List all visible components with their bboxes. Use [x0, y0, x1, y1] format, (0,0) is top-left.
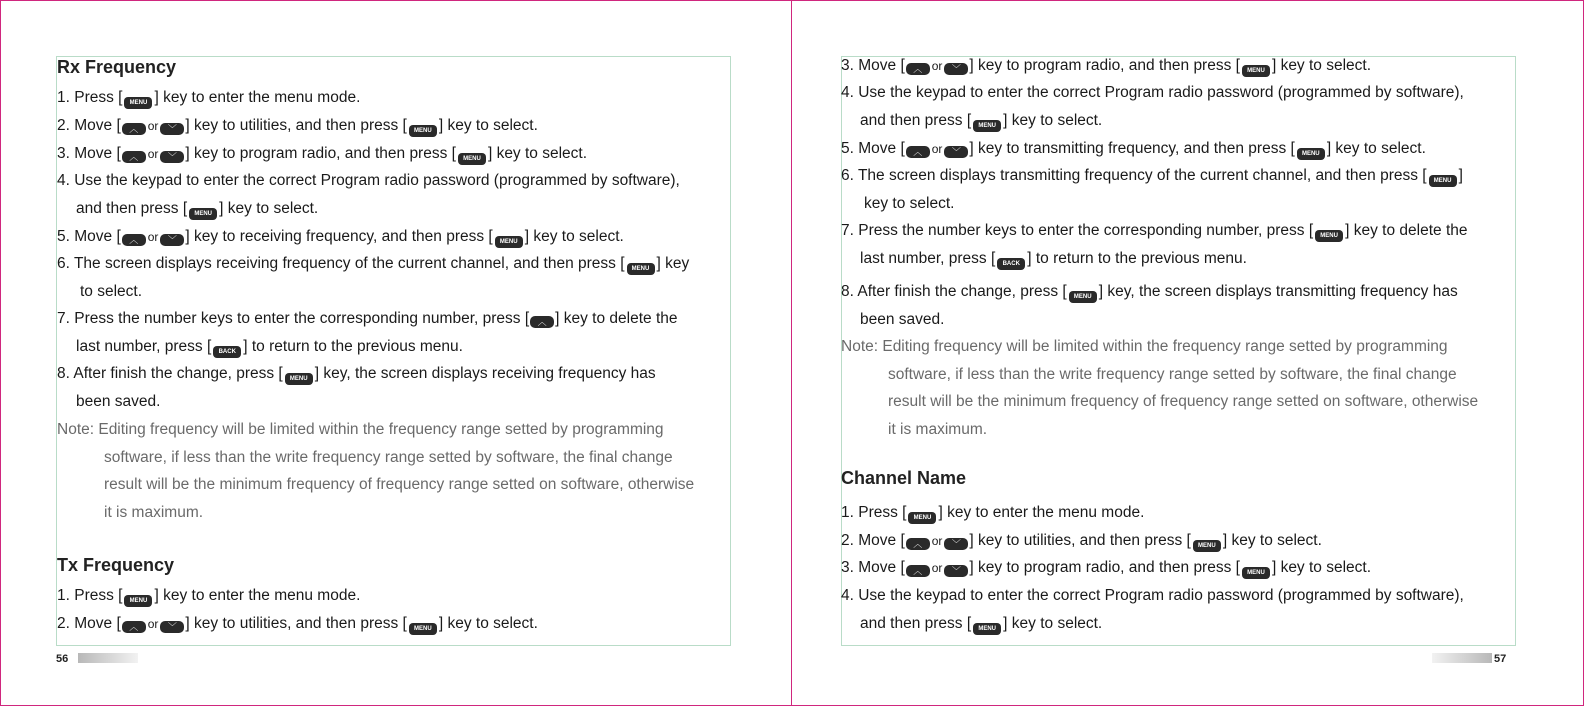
- tx-step-2: 2. Move [ ︿ or ﹀ ] key to utilities, and then press [ MENU ] key to select.: [57, 615, 538, 635]
- menu-key-icon: MENU: [1315, 230, 1343, 242]
- channel-name-title: Channel Name: [841, 468, 967, 488]
- back-key-icon: BACK: [997, 258, 1025, 270]
- footer-bar: [78, 653, 138, 663]
- tx-step-7: 7. Press the number keys to enter the corresponding number, press [ MENU ] key to delete the: [841, 222, 1468, 242]
- tx-note-4: it is maximum.: [888, 421, 988, 438]
- menu-key-icon: MENU: [973, 623, 1001, 635]
- rx-note-3: result will be the minimum frequency of frequency range setted on software, otherwise: [104, 476, 695, 493]
- menu-key-icon: MENU: [1242, 567, 1270, 579]
- back-key-icon: BACK: [213, 346, 241, 358]
- menu-key-icon: MENU: [495, 236, 523, 248]
- chevron-down-icon: ﹀: [160, 621, 184, 633]
- chevron-down-icon: ﹀: [160, 234, 184, 246]
- tx-step-6-cont: key to select.: [864, 195, 955, 212]
- rx-step-8: 8. After finish the change, press [ MENU ] key, the screen displays receiving frequency has: [57, 365, 656, 385]
- rx-step-4: 4. Use the keypad to enter the correct Program radio password (programmed by software),: [57, 172, 680, 189]
- tx-step-7-cont: last number, press [ BACK ] to return to the previous menu.: [860, 250, 1247, 270]
- chevron-up-icon: ︿: [530, 316, 554, 328]
- tx-step-1: 1. Press [ MENU ] key to enter the menu mode.: [57, 587, 360, 607]
- tx-step-4-cont: and then press [ MENU ] key to select.: [860, 112, 1102, 132]
- menu-key-icon: MENU: [189, 208, 217, 220]
- chevron-up-icon: ︿: [906, 146, 930, 158]
- cn-step-1: 1. Press [ MENU ] key to enter the menu mode.: [841, 504, 1144, 524]
- rx-step-7: 7. Press the number keys to enter the corresponding number, press [ ︿ ] key to delete the: [57, 310, 678, 327]
- menu-key-icon: MENU: [124, 595, 152, 607]
- rx-step-2: 2. Move [ ︿ or ﹀ ] key to utilities, and then press [ MENU ] key to select.: [57, 117, 538, 137]
- left-page: [0, 0, 792, 706]
- menu-key-icon: MENU: [908, 512, 936, 524]
- tx-step-8: 8. After finish the change, press [ MENU ] key, the screen displays transmitting frequency has: [841, 283, 1458, 303]
- tx-step-3: 3. Move [ ︿ or ﹀ ] key to program radio, and then press [ MENU ] key to select.: [841, 57, 1371, 77]
- page-number: 57: [1494, 653, 1507, 665]
- rx-step-4-cont: and then press [ MENU ] key to select.: [76, 200, 318, 220]
- menu-key-icon: MENU: [458, 153, 486, 165]
- menu-key-icon: MENU: [1297, 148, 1325, 160]
- menu-key-icon: MENU: [1193, 540, 1221, 552]
- rx-step-8-cont: been saved.: [76, 393, 161, 410]
- menu-key-icon: MENU: [1069, 291, 1097, 303]
- menu-key-icon: MENU: [124, 97, 152, 109]
- menu-key-icon: MENU: [973, 120, 1001, 132]
- rx-step-6: 6. The screen displays receiving frequency of the current channel, and then press [ MENU ] key: [57, 255, 689, 275]
- tx-note-3: result will be the minimum frequency of frequency range setted on software, otherwise: [888, 393, 1479, 410]
- page-number: 56: [56, 653, 69, 665]
- menu-key-icon: MENU: [1429, 175, 1457, 187]
- cn-step-4: 4. Use the keypad to enter the correct Program radio password (programmed by software),: [841, 587, 1464, 604]
- footer-bar: [1432, 653, 1492, 663]
- menu-key-icon: MENU: [285, 373, 313, 385]
- cn-step-2: 2. Move [ ︿ or ﹀ ] key to utilities, and then press [ MENU ] key to select.: [841, 532, 1322, 552]
- chevron-down-icon: ﹀: [944, 63, 968, 75]
- menu-key-icon: MENU: [409, 125, 437, 137]
- chevron-up-icon: ︿: [122, 621, 146, 633]
- rx-step-5: 5. Move [ ︿ or ﹀ ] key to receiving frequency, and then press [ MENU ] key to select.: [57, 228, 624, 248]
- chevron-up-icon: ︿: [122, 151, 146, 163]
- rx-step-7-cont: last number, press [ BACK ] to return to the previous menu.: [76, 338, 463, 358]
- tx-step-8-cont: been saved.: [860, 311, 945, 328]
- chevron-up-icon: ︿: [122, 234, 146, 246]
- tx-step-6: 6. The screen displays transmitting frequency of the current channel, and then press [ MENU ]: [841, 167, 1463, 187]
- chevron-down-icon: ﹀: [160, 123, 184, 135]
- rx-note-2: software, if less than the write frequency range setted by software, the final change: [104, 449, 673, 466]
- chevron-up-icon: ︿: [906, 565, 930, 577]
- tx-step-5: 5. Move [ ︿ or ﹀ ] key to transmitting frequency, and then press [ MENU ] key to select.: [841, 140, 1426, 160]
- menu-key-icon: MENU: [1242, 65, 1270, 77]
- chevron-down-icon: ﹀: [944, 538, 968, 550]
- chevron-down-icon: ﹀: [160, 151, 184, 163]
- right-page: [791, 0, 1584, 706]
- menu-key-icon: MENU: [627, 263, 655, 275]
- menu-key-icon: MENU: [409, 623, 437, 635]
- tx-step-4: 4. Use the keypad to enter the correct Program radio password (programmed by software),: [841, 84, 1464, 101]
- tx-note-2: software, if less than the write frequency range setted by software, the final change: [888, 366, 1457, 383]
- rx-frequency-title: Rx Frequency: [57, 57, 177, 77]
- chevron-up-icon: ︿: [122, 123, 146, 135]
- cn-step-4-cont: and then press [ MENU ] key to select.: [860, 615, 1102, 635]
- rx-note-1: Note: Editing frequency will be limited within the frequency range setted by programming: [57, 421, 664, 438]
- rx-step-1: 1. Press [ MENU ] key to enter the menu mode.: [57, 89, 360, 109]
- chevron-up-icon: ︿: [906, 63, 930, 75]
- rx-note-4: it is maximum.: [104, 504, 204, 521]
- tx-frequency-title: Tx Frequency: [57, 555, 175, 575]
- rx-step-6-cont: to select.: [80, 283, 143, 300]
- chevron-down-icon: ﹀: [944, 146, 968, 158]
- cn-step-3: 3. Move [ ︿ or ﹀ ] key to program radio, and then press [ MENU ] key to select.: [841, 559, 1371, 579]
- chevron-up-icon: ︿: [906, 538, 930, 550]
- tx-note-1: Note: Editing frequency will be limited within the frequency range setted by programming: [841, 338, 1448, 355]
- rx-step-3: 3. Move [ ︿ or ﹀ ] key to program radio, and then press [ MENU ] key to select.: [57, 145, 587, 165]
- chevron-down-icon: ﹀: [944, 565, 968, 577]
